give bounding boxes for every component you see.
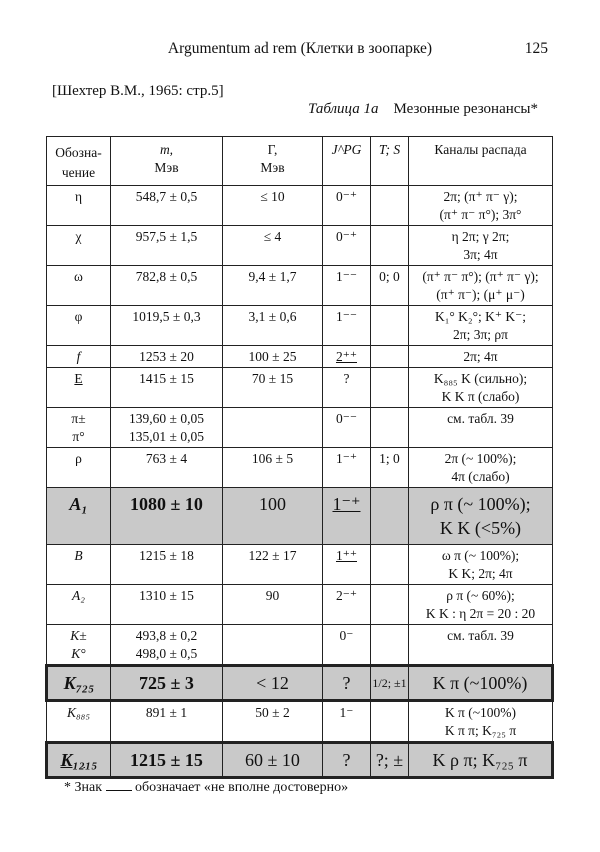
cell-ts — [371, 346, 409, 368]
cell-mass — [111, 666, 223, 701]
cell-line: 1415 ± 15 — [139, 371, 194, 386]
cell-jpg — [323, 306, 371, 346]
cell-ts — [371, 701, 409, 743]
cell-designation — [47, 625, 111, 666]
cell-mass — [111, 368, 223, 408]
cell-line: 4π (слабо) — [451, 469, 510, 484]
cell-line: 1215 ± 18 — [139, 548, 194, 563]
cell-line: K K π (слабо) — [441, 389, 520, 404]
table-row — [47, 306, 553, 346]
cell-jpg — [323, 266, 371, 306]
footnote: * Знак обозначает «не вполне достоверно» — [64, 780, 349, 795]
cell-mass — [111, 186, 223, 226]
cell-line: 2π (~ 100%); — [444, 451, 517, 466]
citation: [Шехтер В.М., 1965: стр.5] — [52, 83, 224, 99]
cell-width: 9,4 ± 1,7 — [223, 266, 323, 306]
cell-line: 1080 ± 10 — [130, 494, 203, 514]
cell-line: K K (<5%) — [439, 518, 522, 538]
cell-line: см. табл. 39 — [447, 628, 514, 643]
cell-line: 2π; 4π — [463, 349, 498, 364]
cell-width: 106 ± 5 — [223, 448, 323, 488]
cell-line: ω π (~ 100%); — [441, 548, 520, 563]
jpg-value: 0⁻⁺ — [335, 229, 357, 244]
cell-mass — [111, 346, 223, 368]
table-row — [47, 625, 553, 666]
cell-mass — [111, 545, 223, 585]
cell-designation: K₁₂₁₅ — [47, 743, 111, 778]
table-row — [47, 585, 553, 625]
cell-jpg — [323, 743, 371, 778]
cell-line: 135,01 ± 0,05 — [129, 429, 204, 444]
table-row — [47, 545, 553, 585]
cell-width: 70 ± 15 — [223, 368, 323, 408]
cell-mass — [111, 625, 223, 666]
jpg-value: ? — [342, 673, 351, 693]
cell-mass — [111, 701, 223, 743]
cell-designation: χ — [47, 226, 111, 266]
cell-ts: 1; 0 — [371, 448, 409, 488]
jpg-value: 2⁻⁺ — [335, 588, 357, 603]
cell-line: π± — [71, 411, 86, 426]
cell-line: 2π; (π⁺ π⁻ γ); — [443, 189, 518, 204]
cell-decay-channels — [409, 625, 553, 666]
cell-line: 1310 ± 15 — [139, 588, 194, 603]
cell-line: 139,60 ± 0,05 — [129, 411, 204, 426]
cell-jpg — [323, 545, 371, 585]
cell-ts: 1/2; ±1 — [371, 666, 409, 701]
cell-decay-channels — [409, 408, 553, 448]
jpg-value: 0⁻ — [339, 628, 354, 643]
cell-line: K± — [70, 628, 87, 643]
cell-jpg — [323, 368, 371, 408]
table-row — [47, 448, 553, 488]
table-row — [47, 488, 553, 545]
cell-ts — [371, 306, 409, 346]
cell-designation: η — [47, 186, 111, 226]
cell-decay-channels — [409, 448, 553, 488]
cell-line: 1019,5 ± 0,3 — [132, 309, 201, 324]
cell-jpg — [323, 701, 371, 743]
cell-decay-channels — [409, 266, 553, 306]
running-header-title: Argumentum ad rem (Клетки в зоопарке) — [167, 40, 433, 57]
jpg-value: ? — [342, 750, 351, 770]
cell-designation: φ — [47, 306, 111, 346]
cell-ts — [371, 408, 409, 448]
cell-ts — [371, 585, 409, 625]
cell-line: 1253 ± 20 — [139, 349, 194, 364]
cell-designation: A₁ — [47, 488, 111, 545]
cell-decay-channels — [409, 346, 553, 368]
cell-width — [223, 408, 323, 448]
cell-jpg — [323, 625, 371, 666]
cell-line: 782,8 ± 0,5 — [135, 269, 198, 284]
cell-ts — [371, 625, 409, 666]
cell-width: 60 ± 10 — [223, 743, 323, 778]
cell-designation — [47, 408, 111, 448]
cell-ts — [371, 545, 409, 585]
jpg-value: 1⁻ — [339, 705, 354, 720]
cell-line: 1215 ± 15 — [130, 750, 203, 770]
cell-line: 3π; 4π — [463, 247, 498, 262]
jpg-value: ? — [343, 371, 350, 386]
cell-ts: 0; 0 — [371, 266, 409, 306]
cell-line: K π (~100%) — [432, 673, 528, 693]
cell-designation: E — [47, 368, 111, 408]
cell-designation: ω — [47, 266, 111, 306]
cell-mass — [111, 743, 223, 778]
cell-width: 50 ± 2 — [223, 701, 323, 743]
cell-line: K π π; K₇₂₅ π — [444, 723, 517, 738]
cell-mass — [111, 488, 223, 545]
cell-width: ≤ 10 — [223, 186, 323, 226]
cell-line: η 2π; γ 2π; — [451, 229, 510, 244]
jpg-value: 1⁻⁻ — [335, 269, 357, 284]
cell-line: (π⁺ π⁻ π°); 3π° — [439, 207, 522, 222]
cell-designation: f — [47, 346, 111, 368]
cell-decay-channels — [409, 743, 553, 778]
jpg-value: 1⁻⁺ — [335, 451, 357, 466]
cell-width: ≤ 4 — [223, 226, 323, 266]
jpg-value: 1⁻⁺ — [332, 494, 361, 514]
cell-line: K° — [71, 646, 86, 661]
cell-line: K K; 2π; 4π — [448, 566, 513, 581]
cell-line: 548,7 ± 0,5 — [135, 189, 198, 204]
cell-decay-channels — [409, 186, 553, 226]
cell-decay-channels — [409, 488, 553, 545]
jpg-value: 2⁺⁺ — [335, 349, 357, 364]
cell-line: (π⁺ π⁻ π°); (π⁺ π⁻ γ); — [422, 269, 539, 284]
cell-mass — [111, 408, 223, 448]
cell-ts — [371, 488, 409, 545]
cell-line: см. табл. 39 — [447, 411, 514, 426]
table-row — [47, 408, 553, 448]
cell-mass — [111, 448, 223, 488]
cell-width: 122 ± 17 — [223, 545, 323, 585]
table-row — [47, 666, 553, 701]
cell-width: 3,1 ± 0,6 — [223, 306, 323, 346]
table-row — [47, 266, 553, 306]
cell-line: K π (~100%) — [444, 705, 517, 720]
cell-decay-channels — [409, 226, 553, 266]
cell-ts — [371, 226, 409, 266]
cell-line: 725 ± 3 — [139, 673, 194, 693]
cell-width — [223, 625, 323, 666]
cell-designation: K₈₈₅ — [47, 701, 111, 743]
jpg-value: 1⁺⁺ — [335, 548, 357, 563]
cell-line: ρ π (~ 100%); — [430, 494, 531, 514]
table-row — [47, 226, 553, 266]
jpg-value: 1⁻⁻ — [335, 309, 357, 324]
cell-line: (π⁺ π⁻); (μ⁺ μ⁻) — [436, 287, 525, 302]
cell-jpg — [323, 226, 371, 266]
table-row — [47, 701, 553, 743]
header-jpg: J^PG — [323, 137, 371, 186]
cell-line: K K : η 2π = 20 : 20 — [425, 606, 536, 621]
cell-line: K ρ π; K₇₂₅ π — [432, 750, 528, 770]
table-title: Мезонные резонансы* — [393, 101, 538, 117]
cell-designation: A₂ — [47, 585, 111, 625]
header-designation: Обозна- чение — [47, 137, 111, 186]
cell-line: 891 ± 1 — [145, 705, 188, 720]
cell-line: K₈₈₅ K (сильно); — [433, 371, 528, 386]
cell-mass — [111, 585, 223, 625]
cell-line: 957,5 ± 1,5 — [135, 229, 198, 244]
cell-jpg — [323, 346, 371, 368]
cell-width: 90 — [223, 585, 323, 625]
cell-mass — [111, 266, 223, 306]
table-row — [47, 743, 553, 778]
cell-line: π° — [72, 429, 85, 444]
header-width: Г, Мэв — [223, 137, 323, 186]
table-row — [47, 368, 553, 408]
cell-line: ρ π (~ 60%); — [446, 588, 515, 603]
cell-jpg — [323, 666, 371, 701]
underline-mark — [106, 779, 132, 791]
cell-decay-channels — [409, 585, 553, 625]
cell-mass — [111, 226, 223, 266]
cell-ts: ?; ± — [371, 743, 409, 778]
page-number: 125 — [524, 40, 548, 57]
cell-jpg — [323, 585, 371, 625]
cell-decay-channels — [409, 666, 553, 701]
cell-designation: B — [47, 545, 111, 585]
meson-resonance-table — [45, 136, 554, 779]
header-ts: T; S — [371, 137, 409, 186]
cell-line: 493,8 ± 0,2 — [135, 628, 198, 643]
cell-mass — [111, 306, 223, 346]
header-mass: m, Мэв — [111, 137, 223, 186]
cell-width: 100 — [223, 488, 323, 545]
table-caption — [308, 101, 538, 118]
cell-width: < 12 — [223, 666, 323, 701]
table-row — [47, 346, 553, 368]
cell-jpg — [323, 448, 371, 488]
cell-line: 763 ± 4 — [145, 451, 188, 466]
cell-decay-channels — [409, 545, 553, 585]
cell-line: K₁° K₂°; K⁺ K⁻; — [434, 309, 527, 324]
header-decay: Каналы распада — [409, 137, 553, 186]
jpg-value: 0⁻⁻ — [335, 411, 357, 426]
cell-ts — [371, 368, 409, 408]
cell-jpg — [323, 186, 371, 226]
cell-line: 2π; 3π; ρπ — [453, 327, 508, 342]
table-label: Таблица 1a — [308, 101, 379, 117]
cell-designation: ρ — [47, 448, 111, 488]
cell-designation: K₇₂₅ — [47, 666, 111, 701]
table-header-row — [47, 137, 553, 186]
table-row — [47, 186, 553, 226]
cell-ts — [371, 186, 409, 226]
cell-jpg — [323, 408, 371, 448]
cell-decay-channels — [409, 701, 553, 743]
cell-line: 498,0 ± 0,5 — [135, 646, 198, 661]
cell-decay-channels — [409, 368, 553, 408]
jpg-value: 0⁻⁺ — [335, 189, 357, 204]
cell-jpg — [323, 488, 371, 545]
cell-width: 100 ± 25 — [223, 346, 323, 368]
cell-decay-channels — [409, 306, 553, 346]
